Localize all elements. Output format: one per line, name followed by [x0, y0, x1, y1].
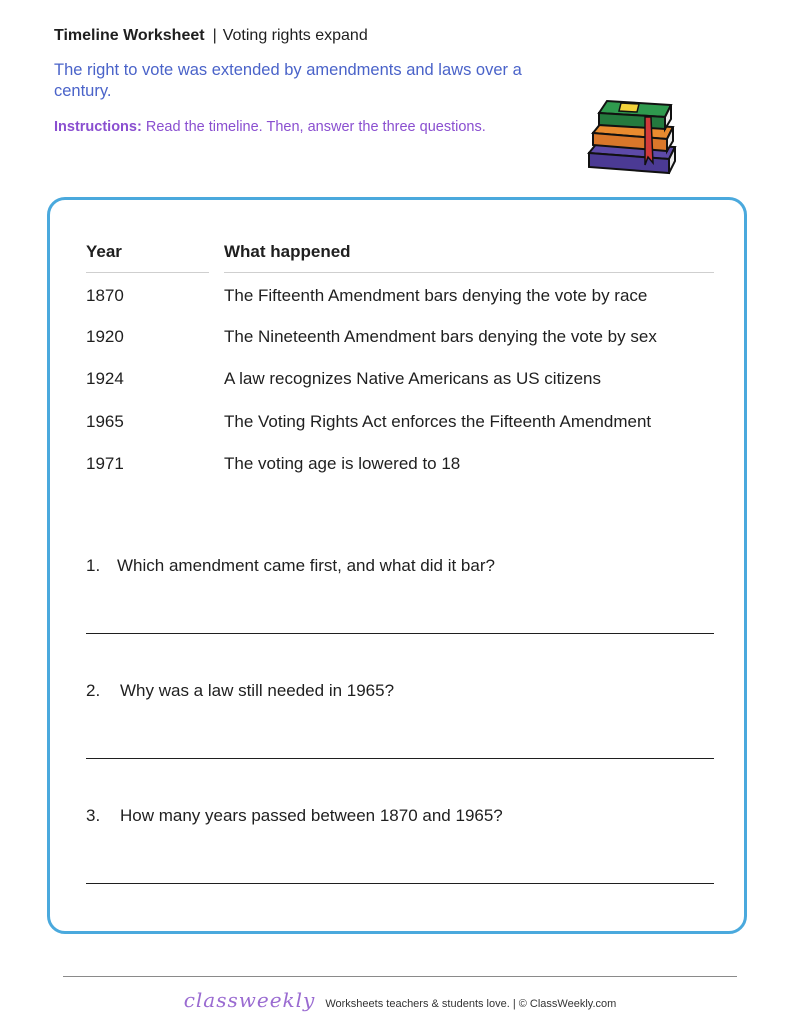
brand-logo: classweekly — [183, 988, 316, 1012]
instructions — [54, 119, 486, 135]
worksheet-title: Timeline Worksheet — [54, 27, 205, 44]
worksheet-subtitle: The right to vote was extended by amendments and laws over a century. — [54, 61, 522, 100]
footer-divider — [63, 976, 737, 977]
table-row — [86, 369, 716, 395]
row-year: 1971 — [86, 454, 124, 473]
row-year: 1920 — [86, 327, 124, 346]
worksheet-header — [54, 27, 368, 45]
row-year: 1965 — [86, 412, 124, 431]
question-text: Which amendment came first, and what did it bar? — [117, 556, 495, 575]
header-separator: | — [212, 27, 217, 44]
question-number: 2. — [86, 681, 101, 700]
instructions-text: Read the timeline. Then, answer the three questions. — [145, 119, 486, 135]
question-3 — [86, 806, 503, 826]
row-event: The Voting Rights Act enforces the Fifteenth Amendment — [224, 412, 652, 431]
header-divider-year — [86, 272, 209, 273]
table-row — [86, 412, 716, 438]
row-event: The Nineteenth Amendment bars denying the vote by sex — [224, 327, 657, 346]
question-1 — [86, 556, 495, 576]
footer — [0, 988, 800, 1012]
row-year: 1924 — [86, 369, 124, 388]
question-text: How many years passed between 1870 and 1965? — [120, 806, 503, 825]
question-number: 3. — [86, 806, 101, 825]
instructions-label: Instructions: — [54, 119, 142, 135]
answer-line-2[interactable] — [86, 758, 714, 759]
answer-line-3[interactable] — [86, 883, 714, 884]
row-event: The Fifteenth Amendment bars denying the vote by race — [224, 286, 648, 305]
worksheet-topic: Voting rights expand — [222, 27, 368, 44]
header-divider-event — [224, 272, 714, 273]
column-header-event: What happened — [224, 242, 351, 261]
answer-line-1[interactable] — [86, 633, 714, 634]
row-event: A law recognizes Native Americans as US citizens — [224, 369, 601, 388]
table-row — [86, 286, 716, 312]
footer-tagline: Worksheets teachers & students love. | © ClassWeekly.com — [325, 998, 617, 1010]
column-header-year: Year — [86, 242, 122, 261]
question-text: Why was a law still needed in 1965? — [120, 681, 395, 700]
question-2 — [86, 681, 394, 701]
table-row — [86, 327, 716, 353]
stack-of-books-icon — [585, 95, 685, 180]
row-event: The voting age is lowered to 18 — [224, 454, 461, 473]
row-year: 1870 — [86, 286, 124, 305]
table-row — [86, 454, 716, 480]
question-number: 1. — [86, 556, 101, 575]
